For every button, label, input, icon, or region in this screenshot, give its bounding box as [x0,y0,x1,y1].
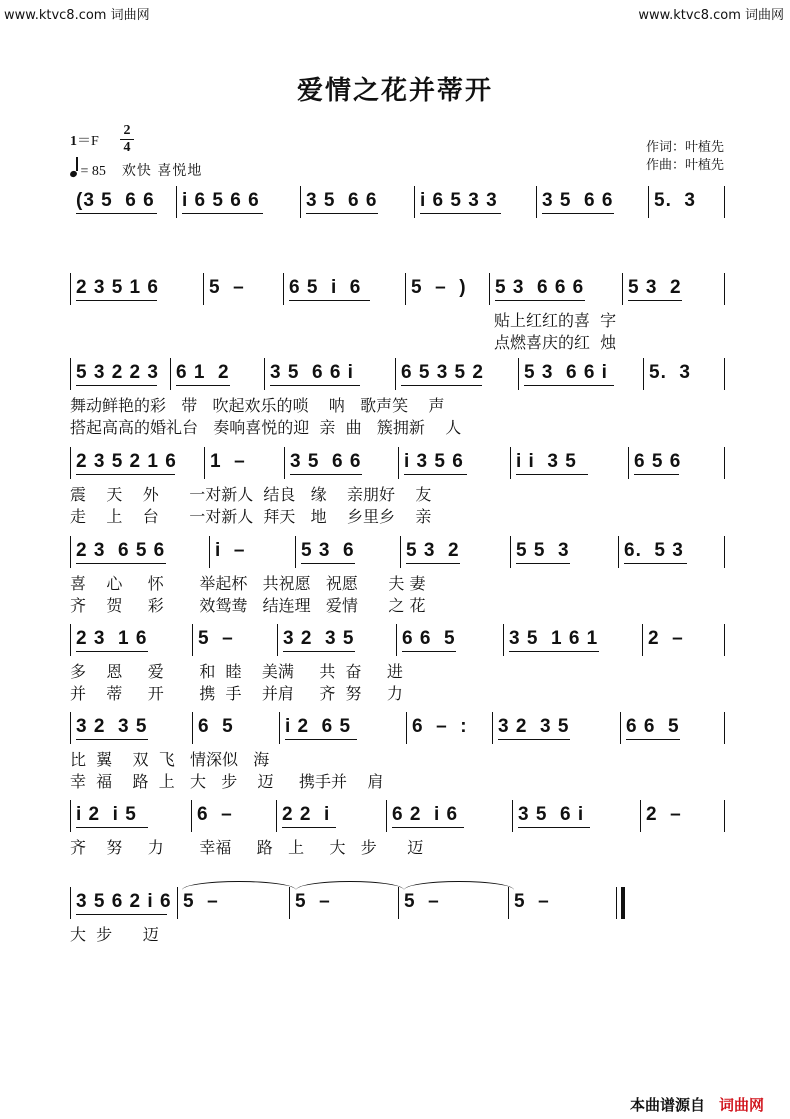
measure-notes: 2 2 i [282,804,331,825]
lyric-text: 走 上 台 一对新人 拜天 地 乡里乡 亲 [70,507,432,526]
beam-line [524,385,614,386]
lyric-text: 幸 福 路 上 大 步 迈 携手并 肩 [70,772,384,791]
bar-line [512,800,513,832]
lyric-text: 震 天 外 一对新人 结良 缘 亲朋好 友 [70,485,432,504]
measure-notes: 3 5 6 i [518,804,585,825]
lyric-text: 大 步 迈 [70,925,159,944]
bar-line [642,624,643,656]
tie-slur [404,881,514,890]
bar-line [283,273,284,305]
beam-line [76,385,157,386]
measure-notes: i 2 i 5 [76,804,137,825]
beam-line [624,563,687,564]
beam-line [182,213,263,214]
lyric-text: 点燃喜庆的红 烛 [494,333,617,352]
time-sig-bottom: 4 [123,140,131,155]
measure-notes: 6 5 6 [634,451,682,472]
measure-notes: 6 2 i 6 [392,804,459,825]
bar-line [643,358,644,390]
bar-line [70,536,71,568]
bar-line [400,536,401,568]
measure-notes: 3 5 1 6 1 [509,628,599,649]
key-signature [70,130,99,150]
beam-line [401,385,482,386]
staff-row [0,628,790,658]
lyric-text: 齐 努 力 幸福 路 上 大 步 迈 [70,838,424,857]
composer-credit: 作曲：叶植先 [645,158,724,173]
song-title: 爱情之花并蒂开 [296,76,493,106]
measure-notes: 2 3 6 5 6 [76,540,166,561]
tempo-style: 欢快 喜悦地 [121,163,203,179]
bar-line [264,358,265,390]
bar-line [70,800,71,832]
beam-line [301,563,355,564]
bar-line [277,624,278,656]
lyric-line [0,311,790,331]
bar-line [70,712,71,744]
bar-line [177,887,178,919]
measure-notes: 2 3 5 2 1 6 [76,451,177,472]
measure-notes: 6 6 5 [626,716,680,737]
header-watermark-right: www.ktvc8.com 词曲网 [638,8,784,23]
measure-notes: 5 3 2 [628,277,682,298]
tempo-marking [70,160,202,180]
measure-notes: 5 3 6 6 6 [495,277,585,298]
measure-notes: 5 – [198,628,234,649]
beam-line [404,474,467,475]
measure-notes: 5. 3 [654,190,696,211]
staff-row [0,451,790,481]
staff-row [0,362,790,392]
bar-line [622,273,623,305]
bar-line [191,800,192,832]
staff-row [0,716,790,746]
bar-line [518,358,519,390]
lyric-text: 喜 心 怀 举起杯 共祝愿 祝愿 夫 妻 [70,574,426,593]
bar-line [70,447,71,479]
final-bar-thin [616,887,617,919]
bar-line [398,887,399,919]
beam-line [282,827,336,828]
bar-line [70,887,71,919]
bar-line [648,186,649,218]
quarter-note-icon [69,170,78,178]
staff-row [0,190,790,220]
measure-notes: i 2 6 5 [285,716,352,737]
bar-line [618,536,619,568]
beam-line [176,385,230,386]
beam-line [516,563,570,564]
measure-notes: 6 6 5 [402,628,456,649]
measure-notes: 5 3 2 2 3 [76,362,159,383]
measure-notes: i i 3 5 [516,451,577,472]
bar-line [176,186,177,218]
beam-line [634,474,679,475]
bar-line [395,358,396,390]
bar-line [510,447,511,479]
bar-line [279,712,280,744]
lyric-text: 舞动鲜艳的彩 带 吹起欢乐的唢 呐 歌声笑 声 [70,396,445,415]
bar-line [492,712,493,744]
beam-line [76,474,175,475]
final-bar-thick [621,887,625,919]
measure-notes: 6 – : [412,716,468,737]
measure-notes: (3 5 6 6 [76,190,155,211]
beam-line [290,474,362,475]
bar-line [204,447,205,479]
measure-notes: 5 – [183,891,219,912]
lyric-text: 比 翼 双 飞 情深似 海 [70,750,270,769]
header-watermark-left: www.ktvc8.com 词曲网 [4,8,150,23]
bar-line [284,447,285,479]
lyricist-credit: 作词：叶植先 [645,140,724,155]
bar-line [70,273,71,305]
bar-line [276,800,277,832]
beam-line [628,300,682,301]
bar-line [640,800,641,832]
beam-line [76,213,157,214]
footer-source: 本曲谱源自 [629,1096,705,1114]
beam-line [76,563,166,564]
beam-line [306,213,378,214]
lyric-line [0,333,790,353]
bar-line [414,186,415,218]
staff-row [0,804,790,834]
measure-notes: 5 5 3 [516,540,570,561]
lyric-line [0,838,790,858]
measure-notes: 5 3 6 6 i [524,362,608,383]
measure-notes: 3 5 6 6 i [270,362,354,383]
bar-line [396,624,397,656]
bar-line [295,536,296,568]
lyric-line [0,750,790,770]
beam-line [285,739,357,740]
lyric-line [0,684,790,704]
measure-notes: i 6 5 6 6 [182,190,260,211]
lyric-line [0,485,790,505]
measure-notes: i 6 5 3 3 [420,190,498,211]
tie-slur [296,881,404,890]
lyric-text: 贴上红红的喜 字 [494,311,617,330]
tie-slur [182,881,296,890]
bar-line [724,273,725,305]
bar-line [398,447,399,479]
bar-line [503,624,504,656]
measure-notes: 2 3 5 1 6 [76,277,159,298]
lyric-text: 多 恩 爱 和 睦 美满 共 奋 进 [70,662,403,681]
bar-line [724,536,725,568]
staff-row [0,277,790,307]
bar-line [289,887,290,919]
lyric-line [0,596,790,616]
key-tonic: 1 [70,134,77,149]
beam-line [76,827,148,828]
beam-line [76,739,148,740]
bar-line [536,186,537,218]
bar-line [510,536,511,568]
beam-line [283,651,355,652]
bar-line [203,273,204,305]
bar-line [386,800,387,832]
bar-line [300,186,301,218]
bar-line [724,800,725,832]
beam-line [516,474,588,475]
staff-row [0,540,790,570]
beam-line [509,651,599,652]
beam-line [289,300,370,301]
beam-line [76,300,157,301]
lyric-line [0,507,790,527]
measure-notes: 6 5 i 6 [289,277,362,298]
bar-line [620,712,621,744]
measure-notes: 1 – [210,451,246,472]
lyric-text: 并 蒂 开 携 手 并肩 齐 努 力 [70,684,403,703]
measure-notes: 2 – [646,804,682,825]
measure-notes: 6 5 3 5 2 [401,362,484,383]
measure-notes: 5 – [295,891,331,912]
measure-notes: 5 – ) [411,277,467,298]
beam-line [495,300,585,301]
lyric-text: 搭起高高的婚礼台 奏响喜悦的迎 亲 曲 簇拥新 人 [70,418,462,437]
measure-notes: 2 3 1 6 [76,628,148,649]
time-signature [120,124,134,155]
measure-notes: 3 2 3 5 [76,716,148,737]
bar-line [724,447,725,479]
staff-row [0,891,790,921]
beam-line [420,213,501,214]
measure-notes: i 3 5 6 [404,451,464,472]
time-sig-top: 2 [123,123,131,138]
beam-line [626,739,680,740]
lyric-line [0,925,790,945]
lyric-line [0,396,790,416]
bar-line [724,712,725,744]
measure-notes: 5 3 2 [406,540,460,561]
bar-line [508,887,509,919]
beam-line [498,739,570,740]
measure-notes: 3 2 3 5 [498,716,570,737]
bar-line [70,358,71,390]
bar-line [405,273,406,305]
beam-line [270,385,360,386]
measure-notes: 3 5 6 2 i 6 [76,891,172,912]
measure-notes: 5 – [404,891,440,912]
measure-notes: i – [215,540,246,561]
beam-line [518,827,590,828]
measure-notes: 6 1 2 [176,362,230,383]
key-note: ＝F [77,134,99,149]
footer-brand-logo: 词曲网 [718,1096,764,1114]
beam-line [402,651,456,652]
bar-line [724,624,725,656]
lyric-line [0,574,790,594]
bar-line [170,358,171,390]
bar-line [489,273,490,305]
bar-line [192,624,193,656]
bar-line [70,624,71,656]
measure-notes: 6 5 [198,716,234,737]
bar-line [724,358,725,390]
bar-line [406,712,407,744]
measure-notes: 3 2 3 5 [283,628,355,649]
bar-line [724,186,725,218]
measure-notes: 2 – [648,628,684,649]
footer [630,1094,764,1115]
measure-notes: 6 – [197,804,233,825]
beam-line [542,213,614,214]
measure-notes: 5 – [209,277,245,298]
lyric-text: 齐 贺 彩 效鸳鸯 结连理 爱情 之 花 [70,596,426,615]
bar-line [628,447,629,479]
measure-notes: 6. 5 3 [624,540,684,561]
measure-notes: 5. 3 [649,362,691,383]
tempo-bpm: = 85 [80,164,106,179]
lyric-line [0,418,790,438]
bar-line [209,536,210,568]
bar-line [192,712,193,744]
beam-line [76,651,148,652]
lyric-line [0,772,790,792]
beam-line [76,914,167,915]
beam-line [392,827,464,828]
measure-notes: 3 5 6 6 [306,190,378,211]
beam-line [406,563,460,564]
measure-notes: 3 5 6 6 [542,190,614,211]
measure-notes: 3 5 6 6 [290,451,362,472]
measure-notes: 5 – [514,891,550,912]
measure-notes: 5 3 6 [301,540,355,561]
lyric-line [0,662,790,682]
